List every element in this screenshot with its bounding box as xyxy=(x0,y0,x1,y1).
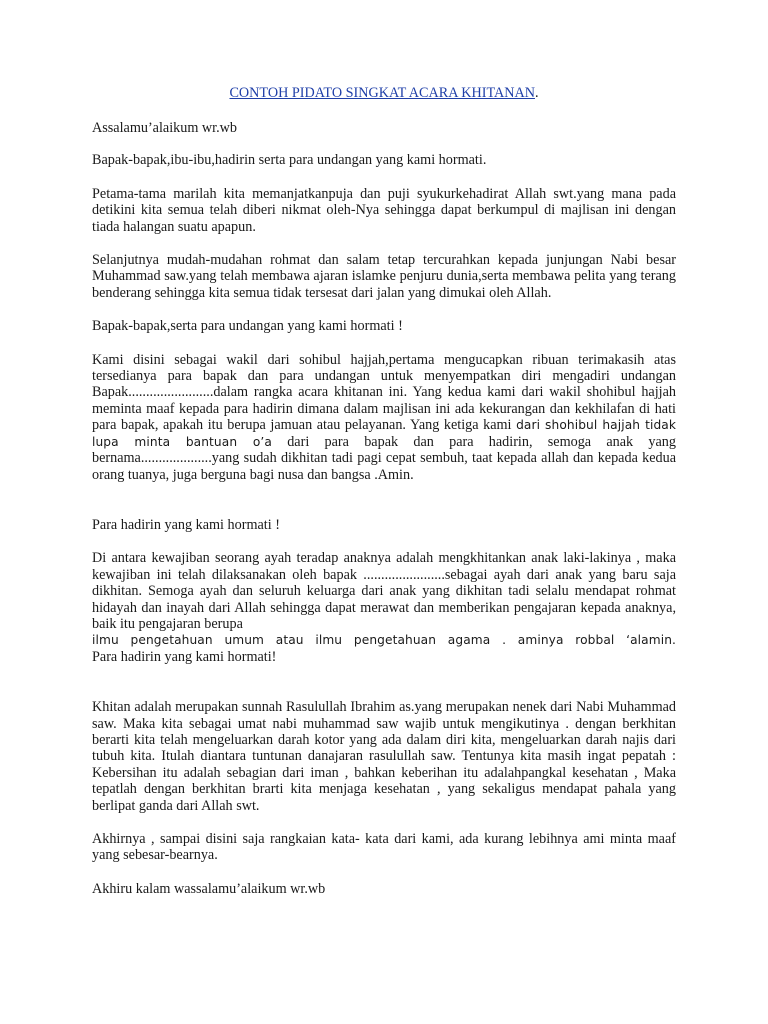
address-audience-3: Para hadirin yang kami hormati ! xyxy=(92,516,280,533)
paragraph-wakil-part-1: Kami disini sebagai wakil dari sohibul hajjah,pertama mengucapkan ribuan terimakasih atas tersedianya para bapak dan para undangan untuk menyempatkan diri mengadiri undangan Bapak........................dalam rangka acara khitanan ini. Yang kedua kami dari wakil shohibul hajjah meminta maaf kepada para hadirin dimana dalam majlisan ini ada kekurangan dan kekhilafan di hati para bapak, apakah itu berupa jamuan atau pelayanan. Yang ketiga kami xyxy=(92,351,676,434)
farewell: Akhiru kalam wassalamu’alaikum wr.wb xyxy=(92,880,326,897)
paragraph-wakil-part-2: dari para bapak dan para hadirin, semoga anak yang bernama....................yang sudah dikhitan tadi pagi cepat sembuh, taat kepada allah dan kepada kedua orang tuanya, juga berguna bagi nusa dan bangsa .Amin. xyxy=(92,433,676,483)
address-audience-2: Bapak-bapak,serta para undangan yang kami hormati ! xyxy=(92,318,403,335)
paragraph-khitan: Khitan adalah merupakan sunnah Rasulullah Ibrahim as.yang merupakan nenek dari Nabi Muhammad saw. Maka kita sebagai umat nabi muhammad saw wajib untuk mengikutinya . dengan berkhitan berarti kita telah mengeluarkan darah kotor yang ada dalam diri kita, mengeluarkan darah najis dari tubuh kita. Itulah diantara tuntunan danajaran rasulullah saw. Tentunya kita masih ingat pepatah : Kebersihan itu adalah sebagian dari iman , bahkan keberihan itu adalahpangkal kesehatan , Maka tepatlah dengan berkhitan brarti kita menjaga kesehatan , yang sekaligus mendapat pahala yang berlipat ganda dari Allah swt. xyxy=(92,699,676,814)
paragraph-wakil-alt-font: dari shohibul hajjah tidak lupa minta bantuan o’a xyxy=(92,418,677,449)
title-line xyxy=(92,84,676,102)
paragraph-kewajiban: Di antara kewajiban seorang ayah teradap anaknya adalah mengkhitankan anak laki-lakinya , maka kewajiban ini telah dilaksanakan oleh bapak .......................sebagai ayah dari anak yang baru saja dikhitan. Semoga ayah dan seluruh keluarga dari anak yang dikhitan tadi selalu mendapat rohmat hidayah dan inayah dari Allah sehingga dapat merawat dan memberikan pengajaran kepada anaknya, baik itu pengajaran berupa xyxy=(92,550,676,632)
document-title: CONTOH PIDATO SINGKAT ACARA KHITANAN xyxy=(229,85,535,101)
address-audience-4: Para hadirin yang kami hormati! xyxy=(92,648,277,665)
greeting: Assalamu’alaikum wr.wb xyxy=(92,120,237,136)
paragraph-wakil xyxy=(92,352,676,483)
paragraph-opening: Petama-tama marilah kita memanjatkanpuja dan puji syukurkehadirat Allah swt.yang mana pada detikini kita semua telah diberi nikmat oleh-Nya sehingga dapat berkumpul di majlisan ini dengan tiada halangan suatu apapun. xyxy=(92,185,676,235)
title-period: . xyxy=(534,85,539,101)
paragraph-closing: Akhirnya , sampai disini saja rangkaian kata- kata dari kami, ada kurang lebihnya ami minta maaf yang sebesar-bearnya. xyxy=(92,831,676,864)
paragraph-shalawat: Selanjutnya mudah-mudahan rohmat dan salam tetap tercurahkan kepada junjungan Nabi besar Muhammad saw.yang telah membawa ajaran islamke penjuru dunia,serta membawa pelita yang terang benderang sehingga kita semua tidak tersesat dari jalan yang dimukai oleh Allah. xyxy=(92,252,676,301)
address-audience-1: Bapak-bapak,ibu-ibu,hadirin serta para undangan yang kami hormati. xyxy=(92,152,487,169)
paragraph-ilmu: ilmu pengetahuan umum atau ilmu pengetahuan agama . aminya robbal ‘alamin. xyxy=(92,633,676,648)
